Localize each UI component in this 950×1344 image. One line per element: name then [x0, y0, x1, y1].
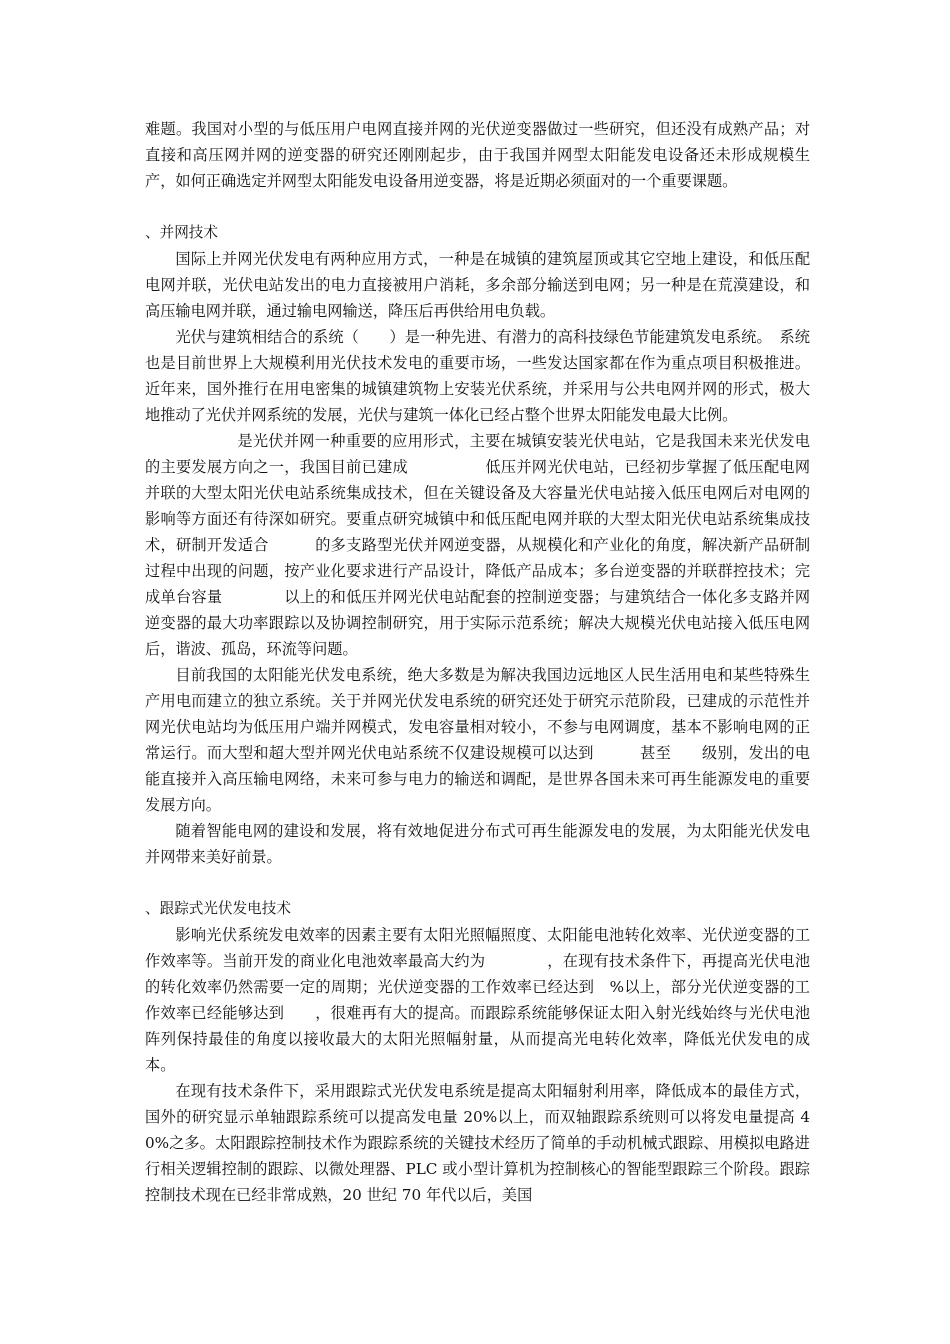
section-heading-grid-connection: 、并网技术	[145, 224, 218, 241]
grid-paragraph-3: 是光伏并网一种重要的应用形式，主要在城镇安装光伏电站，它是我国未来光伏发电的主要发展方向之一，我国目前已建成 低压并网光伏电站，已经初步掌握了低压配电网并联的大型太阳光伏电站系统集成技术，但在关键设备及大容量光伏电站接入低压电网后对电网的影响等方面还有待深如研究。要重点研究城镇中和低压配电网并联的大型太阳光伏电站系统集成技术，研制开发适合 的多支路型光伏并网逆变器，从规模化和产业化的角度，解决新产品研制过程中出现的问题，按产业化要求进行产品设计，降低产品成本；多台逆变器的并联群控技术；完成单台容量 以上的和低压并网光伏电站配套的控制逆变器；与建筑结合一体化多支路并网逆变器的最大功率跟踪以及协调控制研究，用于实际示范系统；解决大规模光伏电站接入低压电网后，谐波、孤岛，环流等问题。	[145, 432, 810, 658]
grid-paragraph-2: 光伏与建筑相结合的系统（ ）是一种先进、有潜力的高科技绿色节能建筑发电系统。 系统也是目前世界上大规模利用光伏技术发电的重要市场，一些发达国家都在作为重点项目积极推进。近年来，国外推行在用电密集的城镇建筑物上安装光伏系统，并采用与公共电网并网的形式，极大地推动了光伏并网系统的发展，光伏与建筑一体化已经占整个世界太阳能发电最大比例。	[145, 328, 810, 424]
grid-paragraph-5: 随着智能电网的建设和发展，将有效地促进分布式可再生能源发电的发展，为太阳能光伏发电并网带来美好前景。	[145, 822, 810, 866]
section-heading-tracking: 、跟踪式光伏发电技术	[145, 900, 291, 917]
grid-paragraph-1: 国际上并网光伏发电有两种应用方式，一种是在城镇的建筑屋顶或其它空地上建设，和低压配电网并联，光伏电站发出的电力直接被用户消耗，多余部分输送到电网；另一种是在荒漠建设，和高压输电网并联，通过输电网输送，降压后再供给用电负载。	[145, 250, 810, 320]
grid-paragraph-4: 目前我国的太阳能光伏发电系统，绝大多数是为解决我国边远地区人民生活用电和某些特殊生产用电而建立的独立系统。关于并网光伏发电系统的研究还处于研究示范阶段，已建成的示范性并网光伏电站均为低压用户端并网模式，发电容量相对较小，不参与电网调度，基本不影响电网的正常运行。而大型和超大型并网光伏电站系统不仅建设规模可以达到 甚至 级别，发出的电能直接并入高压输电网络，未来可参与电力的输送和调配，是世界各国未来可再生能源发电的重要发展方向。	[145, 666, 810, 814]
section-gap	[145, 870, 810, 896]
section-gap	[145, 194, 810, 220]
intro-paragraph: 难题。我国对小型的与低压用户电网直接并网的光伏逆变器做过一些研究，但还没有成熟产品；对直接和高压网并网的逆变器的研究还刚刚起步，由于我国并网型太阳能发电设备还未形成规模生产，如何正确选定并网型太阳能发电设备用逆变器，将是近期必须面对的一个重要课题。	[145, 120, 810, 190]
tracking-paragraph-2: 在现有技术条件下，采用跟踪式光伏发电系统是提高太阳辐射利用率，降低成本的最佳方式，国外的研究显示单轴跟踪系统可以提高发电量 20%以上，而双轴跟踪系统则可以将发电量提高 40%之多。太阳跟踪控制技术作为跟踪系统的关键技术经历了简单的手动机械式跟踪、用模拟电路进行相关逻辑控制的跟踪、以微处理器、PLC 或小型计算机为控制核心的智能型跟踪三个阶段。跟踪控制技术现在已经非常成熟，20 世纪 70 年代以后，美国	[145, 1082, 810, 1204]
tracking-paragraph-1: 影响光伏系统发电效率的因素主要有太阳光照幅照度、太阳能电池转化效率、光伏逆变器的工作效率等。当前开发的商业化电池效率最高大约为 ，在现有技术条件下，再提高光伏电池的转化效率仍然需要一定的周期；光伏逆变器的工作效率已经达到 %以上，部分光伏逆变器的工作效率已经能够达到 ，很难再有大的提高。而跟踪系统能够保证太阳入射光线始终与光伏电池阵列保持最佳的角度以接收最大的太阳光照幅射量，从而提高光电转化效率，降低光伏发电的成本。	[145, 926, 810, 1074]
document-page	[145, 116, 810, 1208]
